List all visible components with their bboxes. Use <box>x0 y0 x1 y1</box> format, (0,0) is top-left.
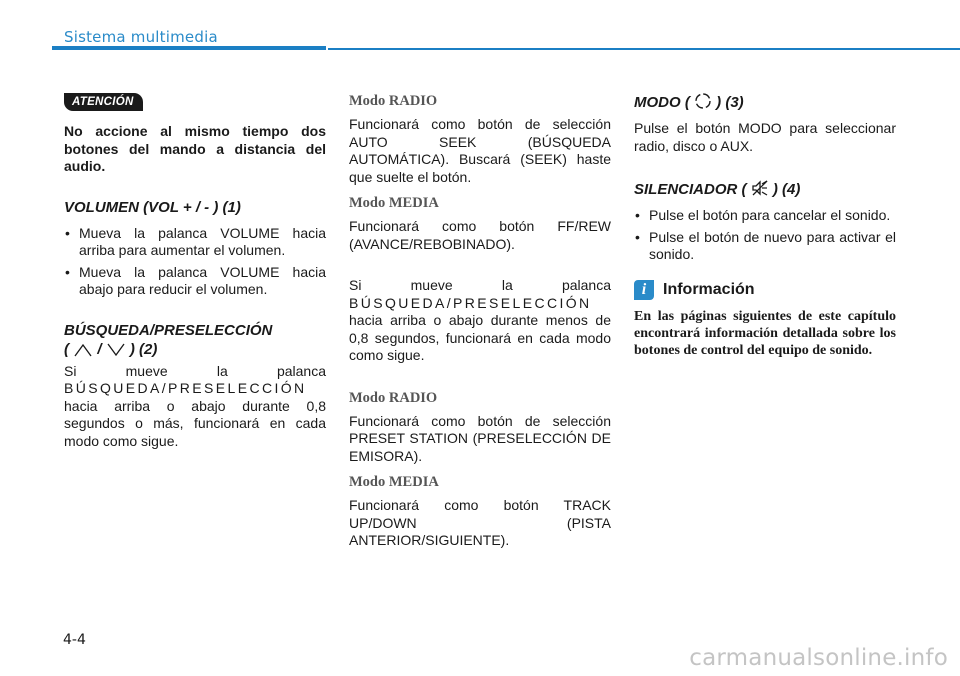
column-3 <box>634 92 896 359</box>
list-item: • Pulse el botón de nuevo para activar el sonido. <box>634 229 896 264</box>
info-icon: i <box>634 280 654 300</box>
chevron-up-icon <box>73 343 93 357</box>
chevron-down-icon <box>106 343 126 357</box>
mode-text: Pulse el botón MODO para seleccionar radio, disco o AUX. <box>634 120 896 154</box>
info-title: Información <box>663 280 755 298</box>
seek-paragraph-rest: hacia arriba o abajo durante 0,8 segundos o más, funcionará en cada modo como sigue. <box>64 397 326 449</box>
radio-text: Funcionará como botón de selección PRESET STATION (PRESELECCIÓN DE EMISORA). <box>349 412 611 464</box>
seek-heading-line2 <box>64 340 326 359</box>
mute-list <box>634 207 896 264</box>
seek-heading <box>64 321 326 359</box>
volume-heading: VOLUMEN (VOL + / - ) (1) <box>64 198 241 216</box>
header-bar-thin <box>328 48 960 50</box>
info-header <box>634 280 896 300</box>
mode-cycle-icon <box>694 92 712 110</box>
mode-heading-open: MODO ( <box>634 94 690 111</box>
header-bar-thick <box>52 46 326 50</box>
column-1 <box>64 92 326 450</box>
short-press-rest: hacia arriba o abajo durante menos de 0,8 segundos, funcionará en cada modo como sigue. <box>349 312 611 363</box>
mode-heading <box>634 92 896 112</box>
seek-paragraph-line1: Si mueve la palanca <box>64 362 326 379</box>
mode-heading-close: ) (3) <box>716 94 744 111</box>
header-title: Sistema multimedia <box>64 28 218 46</box>
media-text: Funcionará como botón TRACK UP/DOWN (PISTA ANTERIOR/SIGUIENTE). <box>349 497 611 548</box>
seek-heading-close: ) (2) <box>129 340 158 358</box>
list-item: • Pulse el botón para cancelar el sonido. <box>634 207 896 225</box>
seek-heading-open: ( <box>64 340 69 358</box>
mute-heading-open: SILENCIADOR ( <box>634 181 747 198</box>
seek-heading-slash: / <box>97 340 102 358</box>
radio-text: Funcionará como botón de selección AUTO SEEK (BÚSQUEDA AUTOMÁTICA). Buscará (SEEK) haste que suelte el botón. <box>349 116 611 185</box>
seek-heading-line1: BÚSQUEDA/PRESELECCIÓN <box>64 321 273 339</box>
warning-text: No accione al mismo tiempo dos botones del mando a distancia del audio. <box>64 123 326 174</box>
list-item: • Mueva la palanca VOLUME hacia arriba para aumentar el volumen. <box>64 225 326 260</box>
attention-badge: ATENCIÓN <box>64 93 143 111</box>
info-text: En las páginas siguientes de este capítulo encontrará información detallada sobre los botones de control del equipo de sonido. <box>634 308 896 358</box>
page-number: 4-4 <box>63 632 86 648</box>
seek-paragraph <box>64 363 326 451</box>
short-press-spaced: BÚSQUEDA/PRESELECCIÓN <box>349 294 592 311</box>
mute-heading <box>634 179 896 199</box>
radio-heading: Modo RADIO <box>349 389 438 406</box>
short-press-line1: Si mueve la palanca <box>349 277 611 293</box>
short-press-paragraph <box>349 277 611 365</box>
volume-list <box>64 225 326 299</box>
media-heading: Modo MEDIA <box>349 195 439 211</box>
mute-heading-close: ) (4) <box>772 181 801 198</box>
list-item: • Mueva la palanca VOLUME hacia abajo para reducir el volumen. <box>64 264 326 299</box>
column-2 <box>349 92 611 550</box>
watermark: carmanualsonline.info <box>689 645 948 671</box>
media-heading: Modo MEDIA <box>349 474 439 490</box>
radio-heading: Modo RADIO <box>349 93 438 109</box>
media-text: Funcionará como botón FF/REW (AVANCE/REBOBINADO). <box>349 218 611 252</box>
seek-paragraph-spaced: BÚSQUEDA/PRESELECCIÓN <box>64 380 307 396</box>
mute-icon <box>751 179 769 197</box>
